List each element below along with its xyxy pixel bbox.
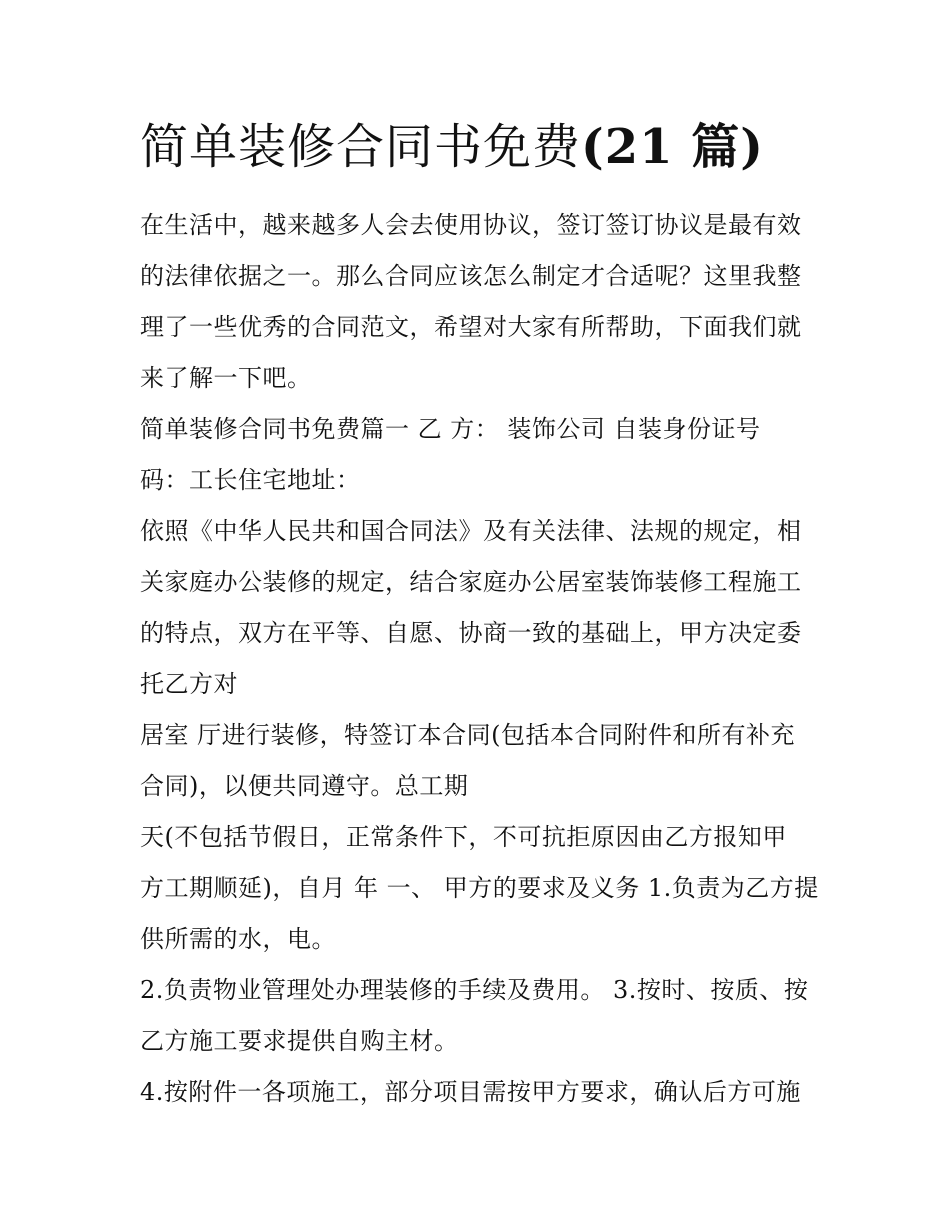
title-main: 简单装修合同书免费	[140, 119, 582, 175]
text-line: 供所需的水，电。	[140, 925, 336, 953]
text-line: 依照《中华人民共和国合同法》及有关法律、法规的规定，相	[140, 517, 802, 545]
document-body	[140, 200, 820, 1118]
text-line: 关家庭办公装修的规定，结合家庭办公居室装饰装修工程施工	[140, 568, 802, 596]
text-line: 4.按附件一各项施工，部分项目需按甲方要求，确认后方可施	[140, 1078, 801, 1106]
text-line: 的法律依据之一。那么合同应该怎么制定才合适呢？这里我整	[140, 262, 802, 290]
text-line: 乙方施工要求提供自购主材。	[140, 1027, 459, 1055]
document-title	[140, 112, 764, 182]
text-line: 居室 厅进行装修，特签订本合同(包括本合同附件和所有补充	[140, 721, 795, 749]
text-line: 来了解一下吧。	[140, 364, 312, 392]
text-line: 的特点，双方在平等、自愿、协商一致的基础上，甲方决定委	[140, 619, 802, 647]
text-line: 简单装修合同书免费篇一 乙 方： 装饰公司 自装身份证号	[140, 415, 761, 443]
text-line: 2.负责物业管理处办理装修的手续及费用。 3.按时、按质、按	[140, 976, 809, 1004]
text-line: 码：工长住宅地址：	[140, 466, 361, 494]
text-line: 合同)，以便共同遵守。总工期	[140, 772, 469, 800]
text-line: 方工期顺延)，自月 年 一、 甲方的要求及义务 1.负责为乙方提	[140, 874, 819, 902]
text-line: 在生活中，越来越多人会去使用协议，签订签订协议是最有效	[140, 211, 802, 239]
text-line: 理了一些优秀的合同范文，希望对大家有所帮助，下面我们就	[140, 313, 802, 341]
title-suffix: (21 篇)	[581, 119, 764, 175]
text-line: 托乙方对	[140, 670, 238, 698]
text-line: 天(不包括节假日，正常条件下，不可抗拒原因由乙方报知甲	[140, 823, 787, 851]
